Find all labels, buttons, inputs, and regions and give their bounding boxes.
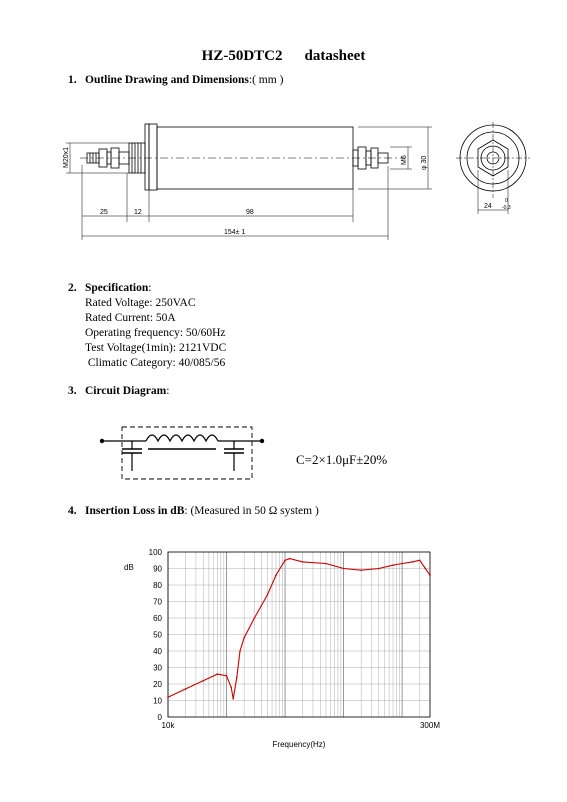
y-tick-label: 50 — [153, 630, 162, 640]
data-point — [217, 673, 219, 675]
circuit-diagram — [98, 424, 268, 484]
section-title: Insertion Loss in dB — [85, 505, 185, 517]
data-point — [401, 563, 403, 565]
data-point — [239, 650, 241, 652]
spec-rated-voltage: Rated Voltage: 250VAC — [85, 297, 196, 309]
x-tick-label: 300M — [419, 721, 440, 730]
terminal-right-icon — [260, 439, 264, 443]
data-point — [325, 563, 327, 565]
y-tick-label: 30 — [153, 663, 162, 673]
data-point — [429, 574, 431, 576]
insertion-loss-chart — [110, 540, 440, 755]
dim-end-tol-bottom: -0.3 — [502, 205, 511, 211]
section-insertion-loss-heading — [68, 505, 319, 517]
dim-thread-right: M6 — [401, 155, 408, 165]
title-word: datasheet — [304, 48, 366, 64]
spec-rated-current: Rated Current: 50A — [85, 312, 176, 324]
y-tick-label: 40 — [153, 647, 162, 656]
data-point — [226, 675, 228, 677]
dim-total: 154± 1 — [224, 229, 246, 236]
section-number: 3. — [68, 385, 77, 397]
section-number: 4. — [68, 505, 77, 517]
section-suffix: : — [148, 282, 152, 294]
data-point — [419, 559, 421, 561]
terminal-left-icon — [100, 439, 104, 443]
y-tick-label: 100 — [148, 548, 162, 557]
data-point — [254, 617, 256, 619]
y-tick-label: 10 — [153, 696, 162, 706]
section-circuit-heading — [68, 385, 169, 397]
chart-grid — [168, 552, 430, 717]
data-point — [289, 558, 291, 560]
data-point — [236, 677, 238, 679]
data-point — [302, 561, 304, 563]
y-tick-label: 0 — [157, 713, 162, 722]
dim-thread-left: M20x1 — [63, 146, 70, 168]
data-point — [243, 637, 245, 639]
title-part-number: HZ-50DTC2 — [201, 48, 283, 64]
section-title: Specification — [85, 282, 149, 294]
data-point — [267, 594, 269, 596]
section-title: Circuit Diagram — [85, 385, 167, 397]
data-point — [230, 687, 232, 689]
dim-12: 12 — [134, 209, 142, 216]
y-tick-label: 60 — [153, 614, 162, 623]
data-point — [284, 559, 286, 561]
y-tick-label: 80 — [153, 581, 162, 590]
data-point — [167, 696, 169, 698]
section-suffix: :( mm ) — [248, 74, 284, 86]
y-tick-label: 70 — [153, 597, 162, 607]
y-tick-label: 90 — [153, 564, 162, 574]
dim-25: 25 — [100, 209, 108, 216]
data-point — [378, 568, 380, 570]
spec-operating-frequency: Operating frequency: 50/60Hz — [85, 327, 226, 339]
section-suffix: : — [166, 385, 170, 397]
section-suffix: : (Measured in 50 Ω system ) — [184, 505, 319, 517]
page-title — [0, 48, 567, 65]
data-point — [360, 569, 362, 571]
data-point — [232, 698, 234, 700]
data-point — [425, 568, 427, 570]
data-point — [185, 688, 187, 690]
data-point — [392, 564, 394, 566]
section-title: Outline Drawing and Dimensions — [85, 74, 249, 86]
section-specification-heading — [68, 282, 151, 294]
dim-end-width: 24 — [484, 203, 492, 210]
chart-xlabel: Frequency(Hz) — [272, 740, 326, 749]
spec-climatic-category: Climatic Category: 40/085/56 — [85, 357, 226, 369]
y-tick-label: 20 — [153, 680, 162, 689]
section-outline-heading — [68, 74, 283, 86]
dim-98: 98 — [246, 209, 254, 216]
spec-test-voltage: Test Voltage(1min): 2121VDC — [85, 342, 227, 354]
capacitance-formula: C=2×1.0μF±20% — [296, 452, 388, 467]
section-number: 2. — [68, 282, 77, 294]
dim-diameter: φ 30 — [421, 155, 428, 170]
data-point — [202, 680, 204, 682]
chart-ylabel: dB — [124, 563, 134, 572]
data-point — [343, 568, 345, 570]
dim-end-tol-top: 0 — [505, 198, 508, 204]
section-number: 1. — [68, 74, 77, 86]
data-point — [275, 574, 277, 576]
x-tick-label: 10k — [161, 721, 175, 730]
data-point — [412, 561, 414, 563]
outline-drawing — [60, 110, 530, 245]
series-line — [168, 559, 430, 699]
